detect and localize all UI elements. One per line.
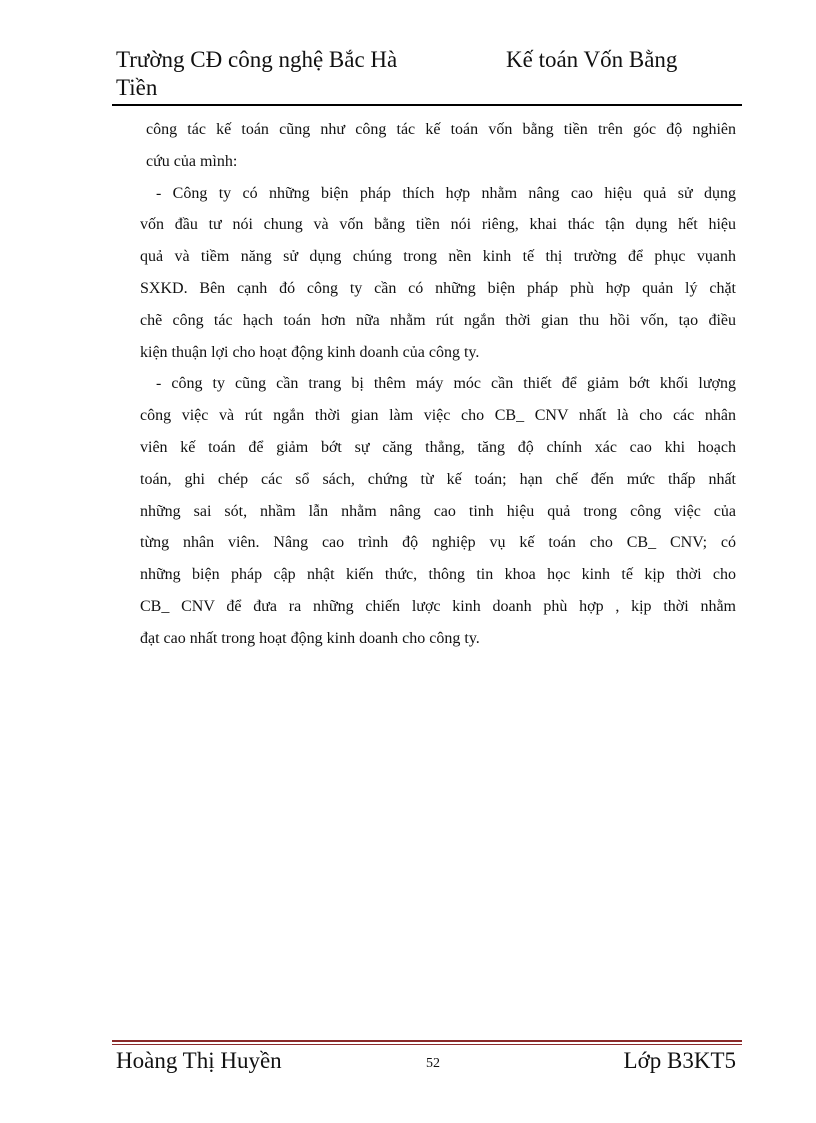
header-subject-continued: Tiền <box>116 75 158 100</box>
header-subject: Kế toán Vốn Bằng <box>506 47 678 72</box>
text-line: kiện thuận lợi cho hoạt động kinh doanh của công ty. <box>140 343 480 361</box>
text-line: cứu của mình: <box>146 152 238 170</box>
footer-divider-thin <box>112 1044 742 1045</box>
text-line: công việc và rút ngắn thời gian làm việc cho CB_ CNV nhất là cho các nhân <box>140 407 736 425</box>
text-line: SXKD. Bên cạnh đó công ty cần có những biện pháp phù hợp quản lý chặt <box>140 279 736 297</box>
footer-divider-thick <box>112 1040 742 1042</box>
text-line: CB_ CNV để đưa ra những chiến lược kinh doanh phù hợp , kịp thời nhằm <box>140 597 736 615</box>
text-line: từng nhân viên. Nâng cao trình độ nghiệp vụ kế toán cho CB_ CNV; có <box>140 534 736 552</box>
text-line: đạt cao nhất trong hoạt động kinh doanh cho công ty. <box>140 629 480 647</box>
text-line: toán, ghi chép các sổ sách, chứng từ kế toán; hạn chế đến mức thấp nhất <box>140 470 736 488</box>
text-line: vốn đầu tư nói chung và vốn bằng tiền nói riêng, khai thác tận dụng hết hiệu <box>140 216 736 234</box>
text-line: quả và tiềm năng sử dụng chúng trong nền kinh tế thị trường để phục vụanh <box>140 248 736 266</box>
page-footer <box>116 1048 736 1078</box>
body-text <box>140 114 736 655</box>
footer-class: Lớp B3KT5 <box>623 1048 736 1073</box>
text-line: - công ty cũng cần trang bị thêm máy móc cần thiết để giảm bớt khối lượng <box>156 375 736 393</box>
header-divider <box>112 104 742 106</box>
page-header <box>116 46 742 104</box>
text-line: những sai sót, nhầm lẫn nhằm nâng cao tinh hiệu quả trong công việc của <box>140 502 736 520</box>
header-school: Trường CĐ công nghệ Bắc Hà <box>116 47 398 72</box>
text-line: chẽ công tác hạch toán hơn nữa nhằm rút ngắn thời gian thu hồi vốn, tạo điều <box>140 311 736 329</box>
footer-author: Hoàng Thị Huyền <box>116 1048 282 1073</box>
text-line: công tác kế toán cũng như công tác kế toán vốn bằng tiền trên góc độ nghiên <box>146 121 736 138</box>
text-line: những biện pháp cập nhật kiến thức, thông tin khoa học kinh tế kịp thời cho <box>140 566 736 584</box>
page-number: 52 <box>426 1056 440 1071</box>
text-line: viên kế toán để giảm bớt sự căng thẳng, tăng độ chính xác cao khi hoạch <box>140 438 736 456</box>
text-line: - Công ty có những biện pháp thích hợp nhằm nâng cao hiệu quả sử dụng <box>156 184 736 202</box>
